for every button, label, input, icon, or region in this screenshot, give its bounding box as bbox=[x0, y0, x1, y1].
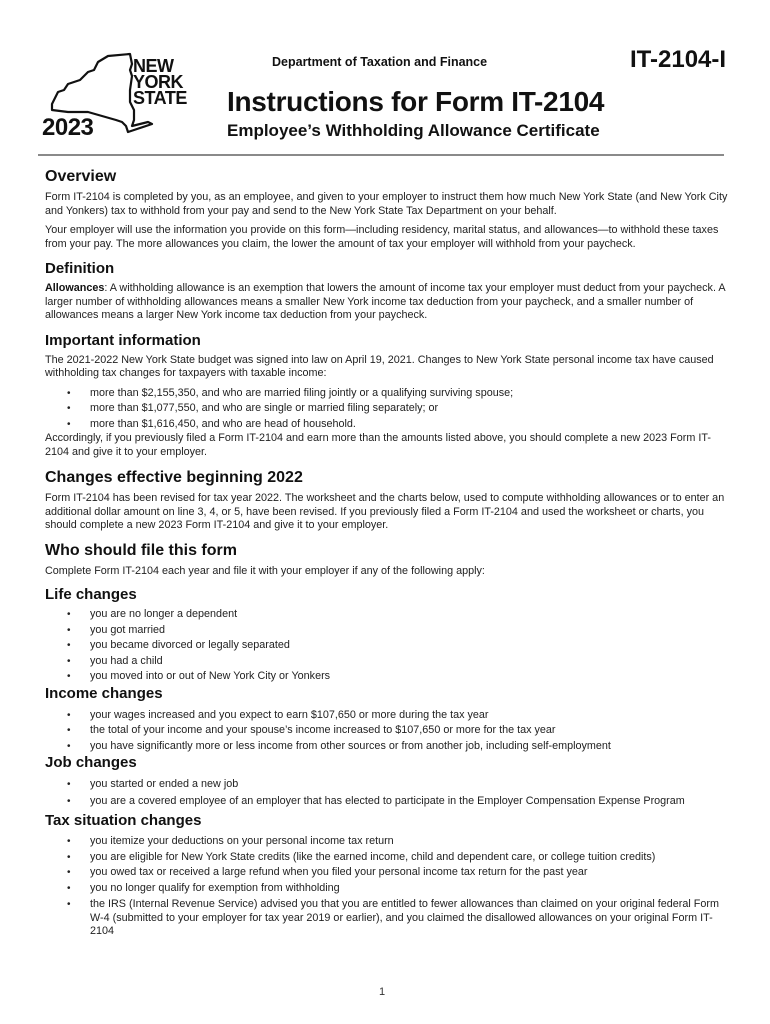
list-item: • more than $1,077,550, and who are single or married filing separately; or bbox=[45, 401, 730, 417]
tax-situation-list bbox=[45, 834, 730, 939]
list-item: • you moved into or out of New York City or Yonkers bbox=[45, 669, 730, 685]
paragraph bbox=[45, 282, 730, 323]
list-item: • you owed tax or received a large refund when you filed your personal income tax return for the past year bbox=[45, 865, 730, 881]
list-item: • the total of your income and your spouse’s income increased to $107,650 or more for the tax year bbox=[45, 723, 730, 739]
tax-situation-changes-section bbox=[45, 812, 730, 939]
page-subtitle: Employee’s Withholding Allowance Certificate bbox=[227, 121, 600, 140]
definition-text: : A withholding allowance is an exemption that lowers the amount of income tax your employer must deduct from your paycheck. A larger number of withholding allowances means a smaller New York income tax deduction from your paycheck, and a smaller number of allowances means a larger New York income tax deduction from your paycheck. bbox=[45, 282, 725, 321]
list-item: • you got married bbox=[45, 623, 730, 639]
list-item: • you are a covered employee of an employer that has elected to participate in the Employer Compensation Expense Program bbox=[45, 794, 730, 810]
income-changes-section bbox=[45, 685, 730, 755]
section-heading: Overview bbox=[45, 168, 117, 185]
logo-line-state: STATE bbox=[133, 88, 187, 108]
page-number: 1 bbox=[379, 986, 386, 998]
life-changes-list bbox=[45, 607, 730, 685]
list-item: • you are eligible for New York State credits (like the earned income, child and dependent care, or college tuition credits) bbox=[45, 850, 730, 866]
nys-logo bbox=[38, 50, 188, 145]
paragraph: Complete Form IT-2104 each year and file it with your employer if any of the following apply: bbox=[45, 564, 485, 577]
section-heading: Job changes bbox=[45, 754, 137, 771]
section-heading: Changes effective beginning 2022 bbox=[45, 469, 303, 486]
overview-section bbox=[45, 168, 730, 251]
term: Allowances bbox=[45, 282, 105, 294]
paragraph: Accordingly, if you previously filed a Form IT-2104 and earn more than the amounts listed above, you should complete a new 2023 Form IT-2104 and give it to your employer. bbox=[45, 432, 711, 458]
section-heading: Tax situation changes bbox=[45, 812, 202, 829]
paragraph: Your employer will use the information you provide on this form—including residency, marital status, and allowances—to withhold these taxes from your pay. The more allowances you claim, the lower the amount of tax your employer will withhold from your paycheck. bbox=[45, 224, 719, 250]
logo-line-new: NEW bbox=[133, 56, 174, 76]
logo-year: 2023 bbox=[42, 114, 94, 141]
paragraph: Form IT-2104 is completed by you, as an employee, and given to your employer to instruct them how much New York State (and New York City and Yonkers) tax to withhold from your pay and send to the New York State Tax Department on your behalf. bbox=[45, 191, 728, 217]
list-item: • your wages increased and you expect to earn $107,650 or more during the tax year bbox=[45, 708, 730, 724]
income-threshold-list bbox=[45, 386, 730, 433]
job-changes-list bbox=[45, 777, 730, 809]
changes-section bbox=[45, 469, 730, 533]
list-item: • the IRS (Internal Revenue Service) advised you that you are entitled to fewer allowances than claimed on your original federal Form W-4 (submitted to your employer for tax year 2019 or earlier), and you claimed the disallowed allowances on your original Form IT-2104 bbox=[45, 898, 730, 939]
section-heading: Income changes bbox=[45, 684, 163, 702]
department-name: Department of Taxation and Finance bbox=[272, 55, 488, 69]
list-item: • you started or ended a new job bbox=[45, 777, 730, 793]
section-heading: Who should file this form bbox=[45, 541, 237, 559]
list-item: • more than $1,616,450, and who are head of household. bbox=[45, 417, 730, 433]
section-heading: Important information bbox=[45, 331, 201, 349]
section-heading: Life changes bbox=[45, 586, 137, 603]
important-information-section bbox=[45, 332, 730, 460]
logo-line-york: YORK bbox=[133, 72, 184, 92]
list-item: • you are no longer a dependent bbox=[45, 607, 730, 623]
definition-section bbox=[45, 260, 730, 323]
section-heading: Definition bbox=[45, 260, 115, 277]
page-title: Instructions for Form IT-2104 bbox=[227, 86, 605, 117]
job-changes-section bbox=[45, 754, 730, 809]
who-should-file-section bbox=[45, 542, 730, 579]
form-id: IT-2104-I bbox=[630, 46, 727, 73]
paragraph: The 2021-2022 New York State budget was signed into law on April 19, 2021. Changes to New York State personal income tax have caused withholding tax changes for taxpayers with taxable income: bbox=[45, 353, 714, 379]
list-item: • you itemize your deductions on your personal income tax return bbox=[45, 834, 730, 850]
state-name bbox=[133, 58, 187, 106]
life-changes-section bbox=[45, 586, 730, 685]
list-item: • you no longer qualify for exemption from withholding bbox=[45, 881, 730, 897]
list-item: • you had a child bbox=[45, 654, 730, 670]
income-changes-list bbox=[45, 708, 730, 755]
list-item: • you became divorced or legally separated bbox=[45, 638, 730, 654]
header-divider bbox=[38, 154, 724, 156]
list-item: • you have significantly more or less income from other sources or from another job, including self-employment bbox=[45, 739, 730, 755]
paragraph: Form IT-2104 has been revised for tax year 2022. The worksheet and the charts below, used to compute withholding allowances or to enter an additional dollar amount on line 3, 4, or 5, have been revised. If you previously filed a Form IT-2104 and used the worksheet or charts, you should complete a new 2023 Form IT-2104 and give it to your employer. bbox=[45, 492, 725, 531]
list-item: • more than $2,155,350, and who are married filing jointly or a qualifying surviving spouse; bbox=[45, 386, 730, 402]
main-content bbox=[45, 168, 730, 939]
